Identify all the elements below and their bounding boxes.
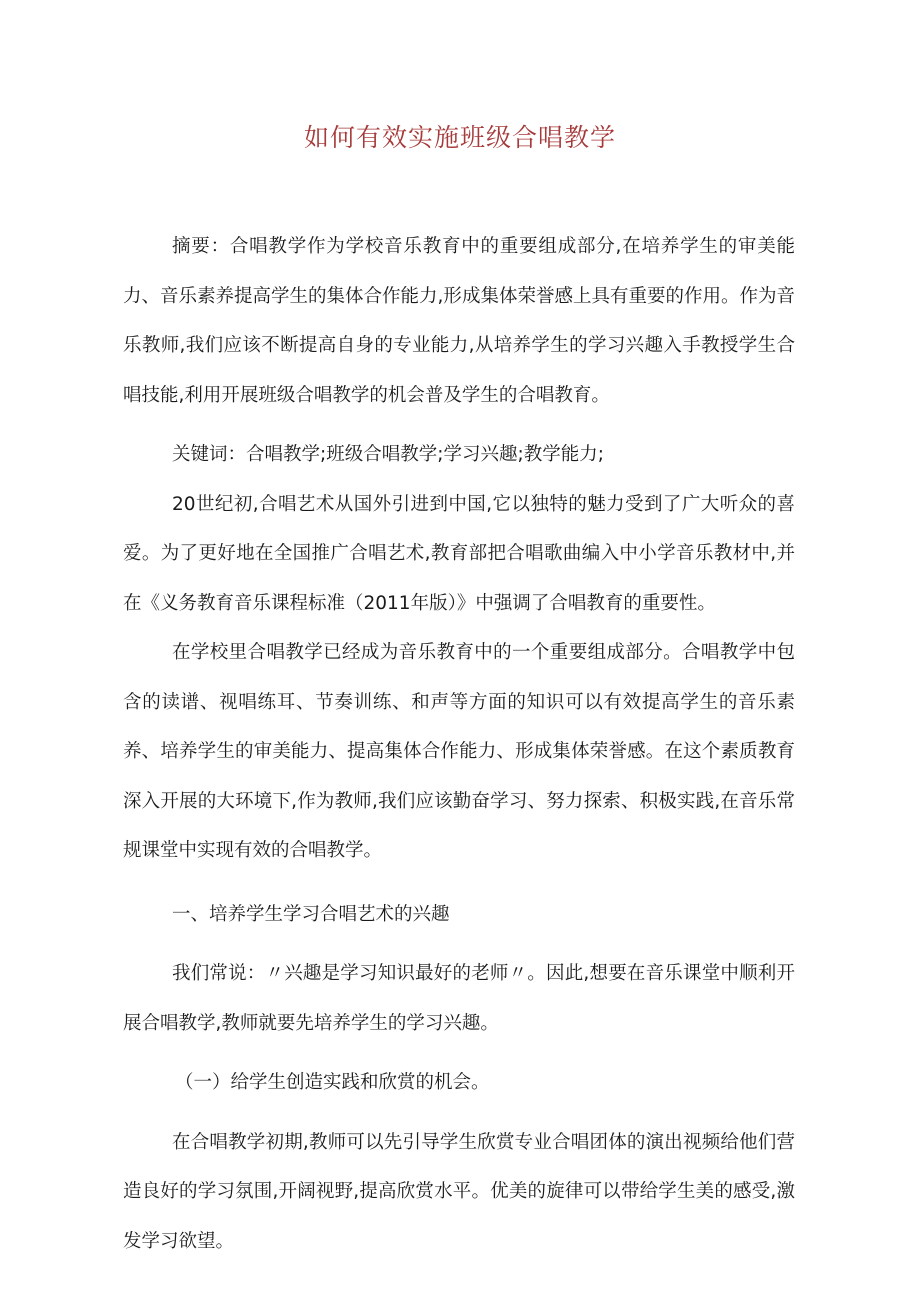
subsection-heading-1: （一）给学生创造实践和欣赏的机会。 bbox=[175, 1072, 490, 1093]
document-title: 如何有效实施班级合唱教学 bbox=[303, 123, 616, 152]
document-body bbox=[123, 222, 795, 1266]
abstract-paragraph: 摘要：合唱教学作为学校音乐教育中的重要组成部分,在培养学生的审美能力、音乐素养提高学生的集体合作能力,形成集体荣誉感上具有重要的作用。作为音乐教师,我们应该不断提高自身的专业能力,从培养学生的学习兴趣入手教授学生合唱技能,利用开展班级合唱教学的机会普及学生的合唱教育。 bbox=[123, 236, 795, 406]
body-paragraph-1: 20世纪初,合唱艺术从国外引进到中国,它以独特的魅力受到了广大听众的喜爱。为了更好地在全国推广合唱艺术,教育部把合唱歌曲编入中小学音乐教材中,并在《义务教育音乐课程标准（2011年版）》中强调了合唱教育的重要性。 bbox=[123, 493, 795, 614]
keywords-paragraph: 关键词：合唱教学;班级合唱教学;学习兴趣;教学能力; bbox=[172, 444, 604, 465]
body-paragraph-2: 在学校里合唱教学已经成为音乐教育中的一个重要组成部分。合唱教学中包含的读谱、视唱练耳、节奏训练、和声等方面的知识可以有效提高学生的音乐素养、培养学生的审美能力、提高集体合作能力、形成集体荣誉感。在这个素质教育深入开展的大环境下,作为教师,我们应该勤奋学习、努力探索、积极实践,在音乐常规课堂中实现有效的合唱教学。 bbox=[123, 642, 795, 861]
body-paragraph-4: 在合唱教学初期,教师可以先引导学生欣赏专业合唱团体的演出视频给他们营造良好的学习氛围,开阔视野,提高欣赏水平。优美的旋律可以带给学生美的感受,激发学习欲望。 bbox=[123, 1131, 795, 1252]
section-heading-1: 一、培养学生学习合唱艺术的兴趣 bbox=[172, 903, 450, 925]
body-paragraph-3: 我们常说：〃兴趣是学习知识最好的老师〃。因此,想要在音乐课堂中顺利开展合唱教学,教师就要先培养学生的学习兴趣。 bbox=[123, 963, 795, 1034]
